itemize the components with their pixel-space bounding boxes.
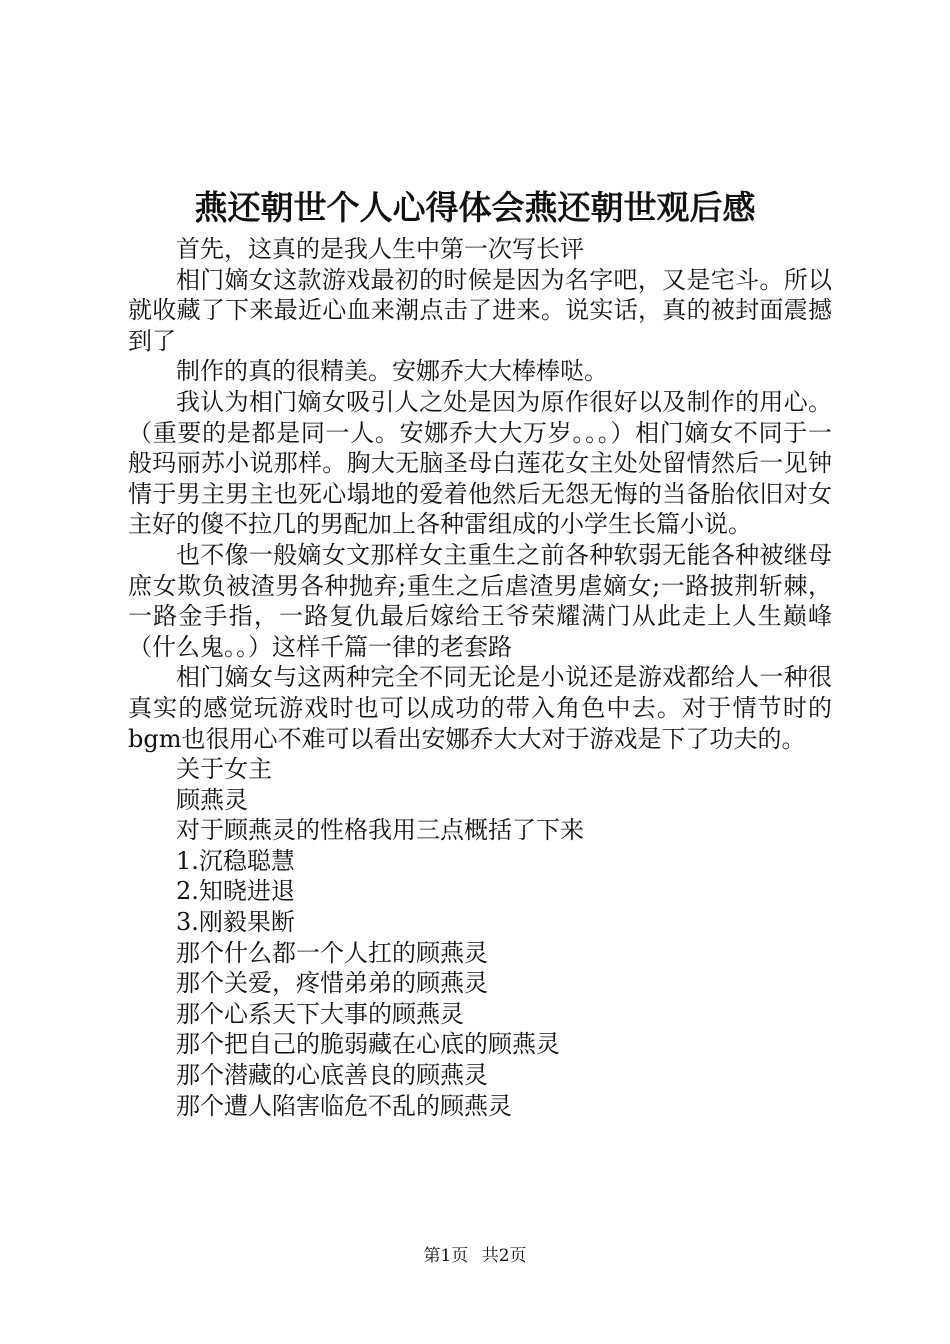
document-body [128, 234, 832, 1121]
document-title: 燕还朝世个人心得体会燕还朝世观后感 [194, 188, 756, 227]
paragraph: 制作的真的很精美。安娜乔大大棒棒哒。 [176, 357, 608, 386]
paragraph: 我认为相门嫡女吸引人之处是因为原作很好以及制作的用心。（重要的是都是同一人。安娜乔大大万岁。。。）相门嫡女不同于一般玛丽苏小说那样。胸大无脑圣母白莲花女主处处留情然后一见钟情于男主男主也死心塌地的爱着他然后无怨无悔的当备胎依旧对女主好的傻不拉几的男配加上各种雷组成的小学生长篇小说。 [128, 387, 832, 539]
list-item: 2.知晓进退 [176, 877, 295, 906]
paragraph: 相门嫡女这款游戏最初的时候是因为名字吧，又是宅斗。所以就收藏了下来最近心血来潮点击了进来。说实话，真的被封面震撼到了 [128, 265, 832, 355]
text-line: 对于顾燕灵的性格我用三点概括了下来 [176, 816, 584, 845]
text-line: 顾燕灵 [176, 785, 248, 814]
paragraph: 首先，这真的是我人生中第一次写长评 [176, 235, 584, 263]
paragraph: 也不像一般嫡女文那样女主重生之前各种软弱无能各种被继母庶女欺负被渣男各种抛弃;重生之后虐渣男虐嫡女;一路披荆斩棘，一路金手指，一路复仇最后嫁给王爷荣耀满门从此走上人生巅峰（什么鬼。。）这样千篇一律的老套路 [128, 540, 832, 661]
text-line: 那个遭人陷害临危不乱的顾燕灵 [176, 1091, 512, 1120]
page-footer [0, 1244, 950, 1268]
text-line: 那个心系天下大事的顾燕灵 [176, 999, 464, 1028]
page-number-current: 第1页 [423, 1246, 469, 1266]
paragraph: 相门嫡女与这两种完全不同无论是小说还是游戏都给人一种很真实的感觉玩游戏时也可以成功的带入角色中去。对于情节时的bgm也很用心不难可以看出安娜乔大大对于游戏是下了功夫的。 [128, 663, 832, 753]
text-line: 关于女主 [176, 755, 272, 784]
page-number-total: 共2页 [481, 1246, 527, 1266]
text-line: 那个潜藏的心底善良的顾燕灵 [176, 1061, 488, 1090]
list-item: 3.刚毅果断 [176, 908, 295, 937]
text-line: 那个把自己的脆弱藏在心底的顾燕灵 [176, 1030, 560, 1059]
text-line: 那个什么都一个人扛的顾燕灵 [176, 938, 488, 967]
list-item: 1.沉稳聪慧 [176, 846, 295, 875]
text-line: 那个关爱，疼惜弟弟的顾燕灵 [176, 969, 488, 998]
